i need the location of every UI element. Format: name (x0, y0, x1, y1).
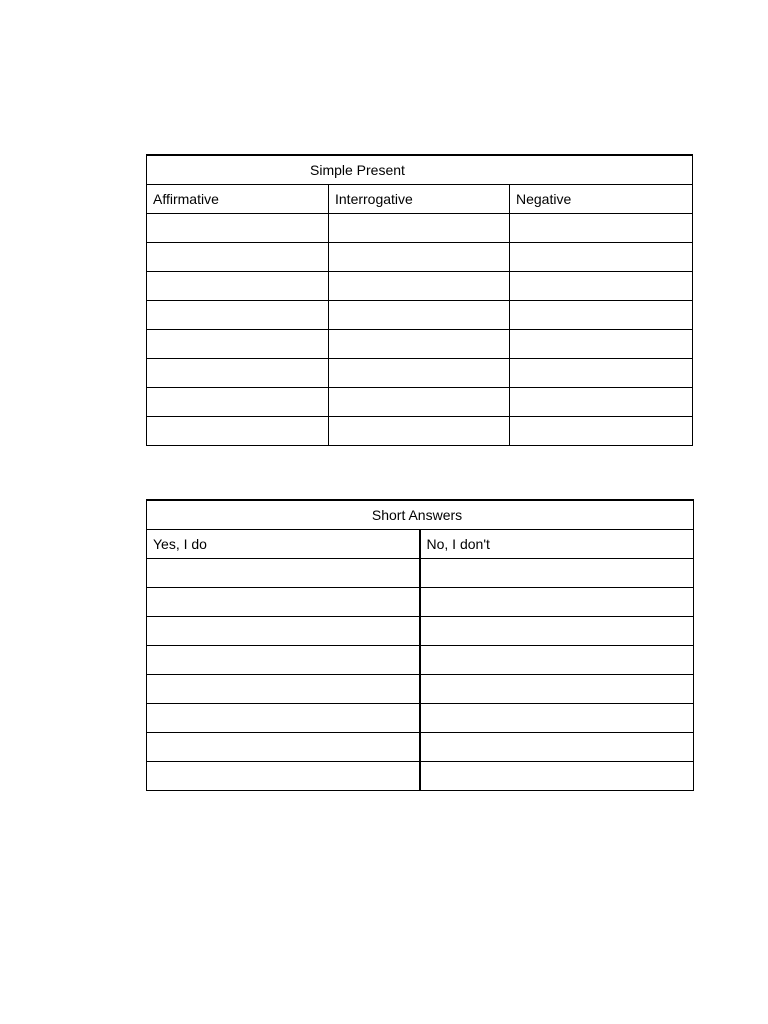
affirmative-cell (147, 214, 329, 243)
no-answer-cell (420, 762, 694, 791)
header-negative: Negative (510, 185, 693, 214)
header-interrogative: Interrogative (329, 185, 510, 214)
interrogative-cell (329, 330, 510, 359)
simple-present-title: Simple Present (147, 155, 693, 185)
affirmative-cell (147, 359, 329, 388)
interrogative-cell (329, 243, 510, 272)
header-yes: Yes, I do (147, 530, 420, 559)
negative-cell (510, 388, 693, 417)
yes-answer-cell (147, 617, 420, 646)
table-row (147, 359, 693, 388)
table-row (147, 330, 693, 359)
table-row (147, 559, 694, 588)
affirmative-cell (147, 272, 329, 301)
short-answers-body (147, 500, 694, 791)
interrogative-cell (329, 359, 510, 388)
table-row (147, 243, 693, 272)
yes-answer-cell (147, 762, 420, 791)
no-answer-cell (420, 704, 694, 733)
negative-cell (510, 359, 693, 388)
table-row (147, 617, 694, 646)
negative-cell (510, 272, 693, 301)
affirmative-cell (147, 417, 329, 446)
simple-present-body (147, 155, 693, 446)
table-row (147, 214, 693, 243)
yes-answer-cell (147, 675, 420, 704)
table-row (147, 272, 693, 301)
negative-cell (510, 417, 693, 446)
no-answer-cell (420, 588, 694, 617)
negative-cell (510, 301, 693, 330)
no-answer-cell (420, 675, 694, 704)
table-row (147, 417, 693, 446)
interrogative-cell (329, 301, 510, 330)
no-answer-cell (420, 617, 694, 646)
simple-present-title-row (147, 155, 693, 185)
table-row (147, 733, 694, 762)
yes-answer-cell (147, 588, 420, 617)
yes-answer-cell (147, 646, 420, 675)
short-answers-title: Short Answers (147, 500, 694, 530)
header-no: No, I don't (420, 530, 694, 559)
simple-present-table (146, 154, 693, 446)
simple-present-header-row (147, 185, 693, 214)
yes-answer-cell (147, 704, 420, 733)
interrogative-cell (329, 417, 510, 446)
short-answers-header-row (147, 530, 694, 559)
header-affirmative: Affirmative (147, 185, 329, 214)
affirmative-cell (147, 243, 329, 272)
affirmative-cell (147, 388, 329, 417)
table-row (147, 704, 694, 733)
no-answer-cell (420, 646, 694, 675)
affirmative-cell (147, 330, 329, 359)
short-answers-table (146, 499, 694, 791)
affirmative-cell (147, 301, 329, 330)
no-answer-cell (420, 559, 694, 588)
interrogative-cell (329, 214, 510, 243)
table-row (147, 588, 694, 617)
interrogative-cell (329, 388, 510, 417)
no-answer-cell (420, 733, 694, 762)
table-row (147, 646, 694, 675)
negative-cell (510, 214, 693, 243)
table-row (147, 388, 693, 417)
table-row (147, 301, 693, 330)
yes-answer-cell (147, 559, 420, 588)
table-row (147, 762, 694, 791)
short-answers-title-row (147, 500, 694, 530)
negative-cell (510, 330, 693, 359)
table-row (147, 675, 694, 704)
interrogative-cell (329, 272, 510, 301)
negative-cell (510, 243, 693, 272)
yes-answer-cell (147, 733, 420, 762)
